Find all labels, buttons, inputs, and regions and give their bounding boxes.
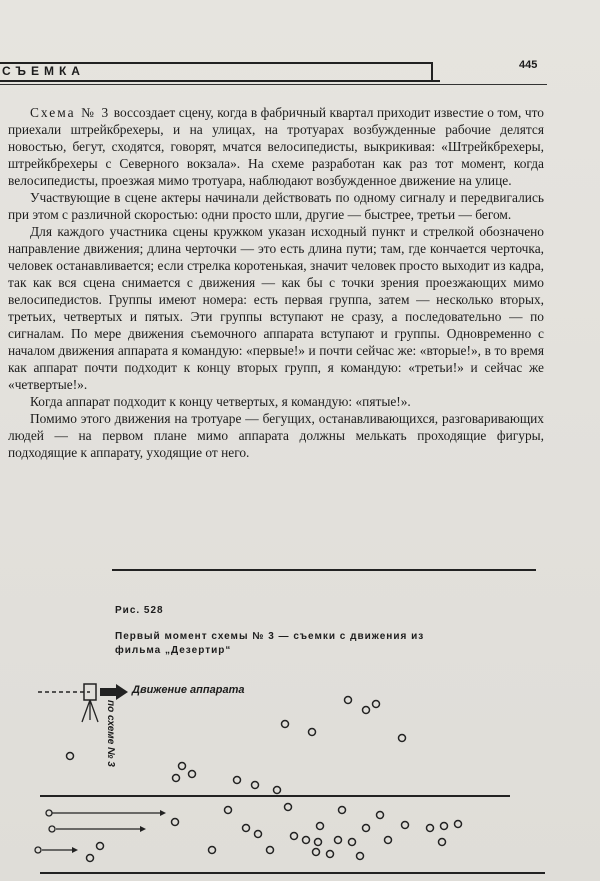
pedestrian-marker [455,821,462,828]
header-rule-vertical [431,62,433,82]
pedestrian-marker [209,847,216,854]
pedestrian-marker [439,839,446,846]
movement-schematic [0,670,600,881]
pedestrian-marker [385,837,392,844]
cyclist-marker-1 [46,810,52,816]
pedestrian-marker [234,777,241,784]
pedestrian-marker [252,782,259,789]
figure-separator-rule [112,569,536,571]
pedestrian-marker [315,839,322,846]
pedestrian-marker [172,819,179,826]
pedestrian-marker [317,823,324,830]
pedestrian-marker [282,721,289,728]
cyclist-arrow-1 [160,810,166,816]
paragraph-5: Помимо этого движения на тротуаре — бегущих, останавливающихся, разговаривающих людей — на первом плане мимо аппарата должны мелькать проходящие фигуры, подходящие к аппарату, уходящие от него. [8,411,544,460]
pedestrian-marker [357,853,364,860]
pedestrian-marker [335,837,342,844]
pedestrian-marker [349,839,356,846]
pedestrian-marker [285,804,292,811]
tripod-leg-right [90,700,98,722]
pedestrian-marker [87,855,94,862]
header-rule-long [0,84,547,85]
pedestrian-marker [339,807,346,814]
paragraph-4: Когда аппарат подходит к концу четвертых, я командую: «пятые!». [30,394,411,409]
header-rule-bottom [0,80,440,82]
pedestrian-marker [441,823,448,830]
paragraph-1 [8,104,544,189]
pedestrian-marker [402,822,409,829]
cyclist-arrow-2 [140,826,146,832]
paragraph-2: Участвующие в сцене актеры начинали действовать по одному сигналу и передвигались при этом с различной скоростью: одни просто шли, другие — быстрее, третьи — бегом. [8,190,544,222]
pedestrian-marker [399,735,406,742]
pedestrian-marker [363,707,370,714]
pedestrian-marker [427,825,434,832]
pedestrian-marker [243,825,250,832]
direction-arrow-shaft [100,688,116,696]
scheme-lead: Схема № 3 [30,105,111,120]
pedestrian-marker [173,775,180,782]
pedestrian-marker [97,843,104,850]
paragraph-3: Для каждого участника сцены кружком указан исходный пункт и стрелкой обозначено направление движения; длина черточки — это есть длина пути; там, где кончается черточка, человек останавливается; если стрелка коротенькая, значит человек просто выходит из кадра, так как вся сцена снимается с движения — как бы с точки зрения проезжающих мимо велосипедистов. Группы имеют номера: есть первая группа, затем — несколько вторых, третьих, четвертых и пятых. Эти группы вступают не сразу, а последовательно — по сигналам. По мере движения съемочного аппарата вступают и группы. Одновременно с началом движения аппарата я командую: «первые!» и почти сейчас же: «вторые!», в то время как аппарат почти подходит к концу вторых групп, я командую: «третьи!» и сейчас же «четвертые!». [8,224,544,392]
page-number: 445 [519,59,538,71]
running-header-title: СЪЕМКА [2,64,85,78]
pedestrian-marker [313,849,320,856]
cyclist-marker-2 [49,826,55,832]
pedestrian-marker [255,831,262,838]
tripod-leg-left [82,700,90,722]
pedestrian-marker [327,851,334,858]
pedestrian-marker [67,753,74,760]
pedestrian-marker [377,812,384,819]
pedestrian-marker [291,833,298,840]
pedestrian-markers [67,697,462,862]
figure-label: Рис. 528 [115,605,164,616]
cyclist-arrow-3 [72,847,78,853]
pedestrian-marker [189,771,196,778]
paragraph-1-text: воссоздает сцену, когда в фабричный квартал приходит известие о том, что приехали штрейкбрехеры, и на улицах, на тротуарах возбужденные рабочие делятся новостью, бегут, сходятся, говорят, мчатся велосипедисты, выкрикивая: «Штрейкбрехеры, штрейкбрехеры с Северного вокзала». На схеме разработан как раз тот момент, когда велосипедисты, проезжая мимо тротуара, наблюдают возбужденное движение на улице. [8,105,545,188]
pedestrian-marker [179,763,186,770]
cyclist-marker-3 [35,847,41,853]
figure-caption: Первый момент схемы № 3 — съемки с движения из фильма „Дезертир“ [115,631,425,656]
scheme-side-label: по схеме № 3 [105,700,116,767]
pedestrian-marker [267,847,274,854]
direction-arrow-head [116,684,128,700]
pedestrian-marker [309,729,316,736]
pedestrian-marker [363,825,370,832]
pedestrian-marker [373,701,380,708]
body-text [8,104,544,461]
pedestrian-marker [345,697,352,704]
pedestrian-marker [225,807,232,814]
camera-direction-label: Движение аппарата [132,684,245,696]
pedestrian-marker [274,787,281,794]
pedestrian-marker [303,837,310,844]
